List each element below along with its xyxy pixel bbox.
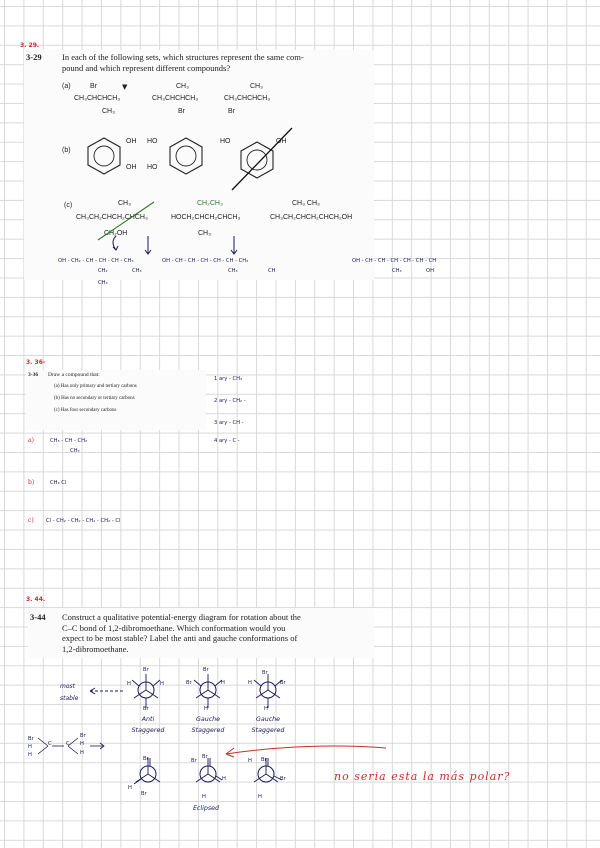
most-stable-line1: most — [60, 683, 75, 690]
anti-h-right: H — [160, 681, 164, 687]
q29a-s1-main: CH₃CHCHCH₃ — [74, 95, 121, 102]
ecl3-h-left: H — [248, 758, 252, 764]
ecl3-br-right: Br — [280, 776, 286, 782]
hw-29-r1-main: OH - CH₂ - CH - CH - CH - CH₃ — [58, 258, 134, 264]
newman-gauche-1 — [186, 668, 231, 713]
ecl2-h-right: H — [222, 776, 226, 782]
hw-29-r1-sub2: CH₃ — [132, 268, 142, 274]
q36-ans-b-label: b) — [28, 479, 35, 486]
q29b-label: (b) — [62, 147, 71, 154]
ecl2-h-bot: H — [202, 794, 206, 800]
hw-29-r3-sub1: CH₃ — [392, 268, 402, 274]
gauche2-br-top: Br — [262, 670, 268, 676]
mol-left-h1: H — [28, 744, 32, 750]
hw-29-r3-sub2: OH — [426, 268, 434, 274]
anti-h-left: H — [127, 681, 131, 687]
ecl2-br-top: Br — [202, 754, 208, 760]
q29b-oh3: OH — [276, 138, 287, 145]
mol-right-h2: H — [80, 750, 84, 756]
q29c-s2-main: HOCH₂CHCH₂CHCH₃ — [171, 214, 241, 221]
mol-left-c2: C — [66, 741, 70, 747]
q29a-s1-bot: CH₃ — [102, 108, 115, 115]
q29c-s2-bot: CH₃ — [198, 230, 211, 237]
q29a-s3-main: CH₃CHCHCH₃ — [224, 95, 271, 102]
q29a-s3-top: CH₃ — [250, 83, 263, 90]
q36-print-box — [26, 370, 206, 430]
ecl3-br-top: Br — [261, 757, 267, 763]
q36-note-3: 3 ary - CH - — [214, 420, 244, 426]
mol-right-h1: H — [80, 741, 84, 747]
hw-29-r2-sub1: CH₃ — [228, 268, 238, 274]
anti-label-1: Anti — [141, 716, 155, 723]
q29c-hw-arrows — [24, 50, 374, 280]
q36-note-4: 4 ary - C - — [214, 438, 240, 444]
q29-number: 3-29 — [26, 52, 42, 62]
q44-text-line3: expect to be most stable? Label the anti and gauche conformations of — [62, 633, 298, 643]
section-label-3-29: 3. 29. — [20, 42, 40, 49]
q29a-s2-top: CH₃ — [176, 83, 189, 90]
q29b-ho3: HO — [220, 138, 231, 145]
gauche1-h-right: H — [221, 680, 225, 686]
mol-left-h2: H — [28, 752, 32, 758]
gauche1-br-top: Br — [203, 667, 209, 673]
q29-text-line2: pound and which represent different compounds? — [62, 62, 231, 73]
polar-question: no seria esta la más polar? — [334, 770, 511, 783]
q36-a: (a) Has only primary and tertiary carbons — [54, 384, 137, 389]
arrow-left-icon — [88, 686, 128, 696]
q29-print-box — [24, 50, 374, 280]
section-label-3-44: 3. 44. — [26, 596, 46, 603]
gauche2-label-2: Staggered — [251, 727, 285, 734]
anti-label-2: Staggered — [131, 727, 165, 734]
q29b-ho2: HO — [147, 164, 158, 171]
q36-b: (b) Has no secondary or tertiary carbons — [54, 396, 135, 401]
ecl3-h-bot: H — [258, 794, 262, 800]
q29c-s1-top: CH₃ — [118, 200, 131, 207]
q36-number: 3-36 — [28, 372, 39, 378]
gauche2-label-1: Gauche — [255, 716, 281, 723]
gauche2-br-right: Br — [280, 680, 286, 686]
anti-br-top: Br — [143, 667, 149, 673]
gauche2-h-bot: H — [264, 706, 268, 712]
hw-29-r1-sub1: CH₂ — [98, 268, 108, 274]
q29b-ho1: HO — [147, 138, 158, 145]
newman-gauche-2 — [246, 668, 291, 713]
hw-29-r2-main: OH - CH - CH - CH - CH - CH - CH₃ — [162, 258, 249, 264]
mol-right-br: Br — [80, 733, 86, 739]
q36-ans-a: CH₃ - CH - CH₃ — [50, 438, 88, 444]
q29b-oh1: OH — [126, 138, 137, 145]
q44-print-box — [28, 608, 374, 658]
q29b-oh2: OH — [126, 164, 137, 171]
anti-br-bot: Br — [143, 706, 149, 712]
q36-note-2: 2 ary - CH₂ - — [214, 398, 246, 404]
q29a-s1-top: Br — [90, 83, 97, 90]
ecl1-br-bot: Br — [141, 791, 147, 797]
ecl1-br-top: Br — [143, 756, 149, 762]
q29c-s1-main: CH₃CH₂CHCH₂CHCH₃ — [76, 214, 148, 221]
q29c-s1-bot: CH₂OH — [104, 230, 128, 237]
eclipsed-label: Eclipsed — [192, 805, 220, 812]
q36-c: (c) Has four secondary carbons — [54, 408, 117, 413]
q44-text-line2: C–C bond of 1,2-dibromoethane. Which conformation would you — [62, 622, 286, 633]
q29a-s2-main: CH₃CHCHCH₃ — [152, 95, 199, 102]
ecl2-br-left: Br — [191, 758, 197, 764]
q36-note-1: 1 ary - CH₃ — [214, 376, 243, 382]
hw-29-r3-main: OH - CH - CH - CH - CH - CH - CH — [352, 258, 437, 264]
arrow-down-icon: ▼ — [122, 83, 128, 91]
q29-text-line1: In each of the following sets, which structures represent the same com- — [62, 52, 304, 62]
q29a-label: (a) — [62, 83, 71, 90]
q29a-s2-bot: Br — [178, 108, 185, 115]
mol-left-c1: C — [48, 741, 52, 747]
ecl1-h-left: H — [128, 785, 132, 791]
q44-number: 3-44 — [30, 612, 46, 622]
q44-text-line1: Construct a qualitative potential-energy diagram for rotation about the — [62, 612, 301, 622]
mol-left-atoms — [28, 735, 34, 759]
q36-ans-b: CH₃ Cl — [50, 480, 67, 486]
q36-ans-a-sub: CH₃ — [70, 448, 80, 454]
q29a-s3-bot: Br — [228, 108, 235, 115]
section-label-3-36: 3. 36- — [26, 359, 46, 366]
gauche1-label-1: Gauche — [195, 716, 221, 723]
q29c-s2-top: CH₂CH₃ — [197, 200, 223, 207]
q36-ans-a-label: a) — [28, 437, 34, 444]
most-stable-line2: stable — [60, 695, 79, 702]
gauche2-h-left: H — [248, 680, 252, 686]
q29c-label: (c) — [64, 202, 73, 209]
hw-29-r1-sub3: CH₃ — [98, 280, 108, 286]
q44-text-line4: 1,2-dibromoethane. — [62, 643, 129, 654]
q29c-s3-main: CH₃CH₂CHCH₂CHCH₂OH — [270, 214, 353, 221]
gauche1-label-2: Staggered — [191, 727, 225, 734]
q29c-s3-top: CH₃ CH₃ — [292, 200, 320, 207]
q36-ans-c: Cl - CH₂ - CH₂ - CH₂ - CH₂ - Cl — [46, 518, 121, 524]
mol-left-bonds — [38, 734, 108, 762]
q36-ans-c-label: c) — [28, 517, 34, 524]
gauche1-br-left: Br — [186, 680, 192, 686]
red-arrow-icon — [218, 738, 388, 768]
mol-left-br: Br — [28, 736, 34, 742]
gauche1-h-bot: H — [204, 706, 208, 712]
q44-text — [62, 612, 374, 654]
q36-title: Draw a compound that: — [48, 372, 100, 378]
newman-eclipsed-1 — [128, 752, 173, 797]
hw-29-r2-sub2: CH — [268, 268, 276, 274]
